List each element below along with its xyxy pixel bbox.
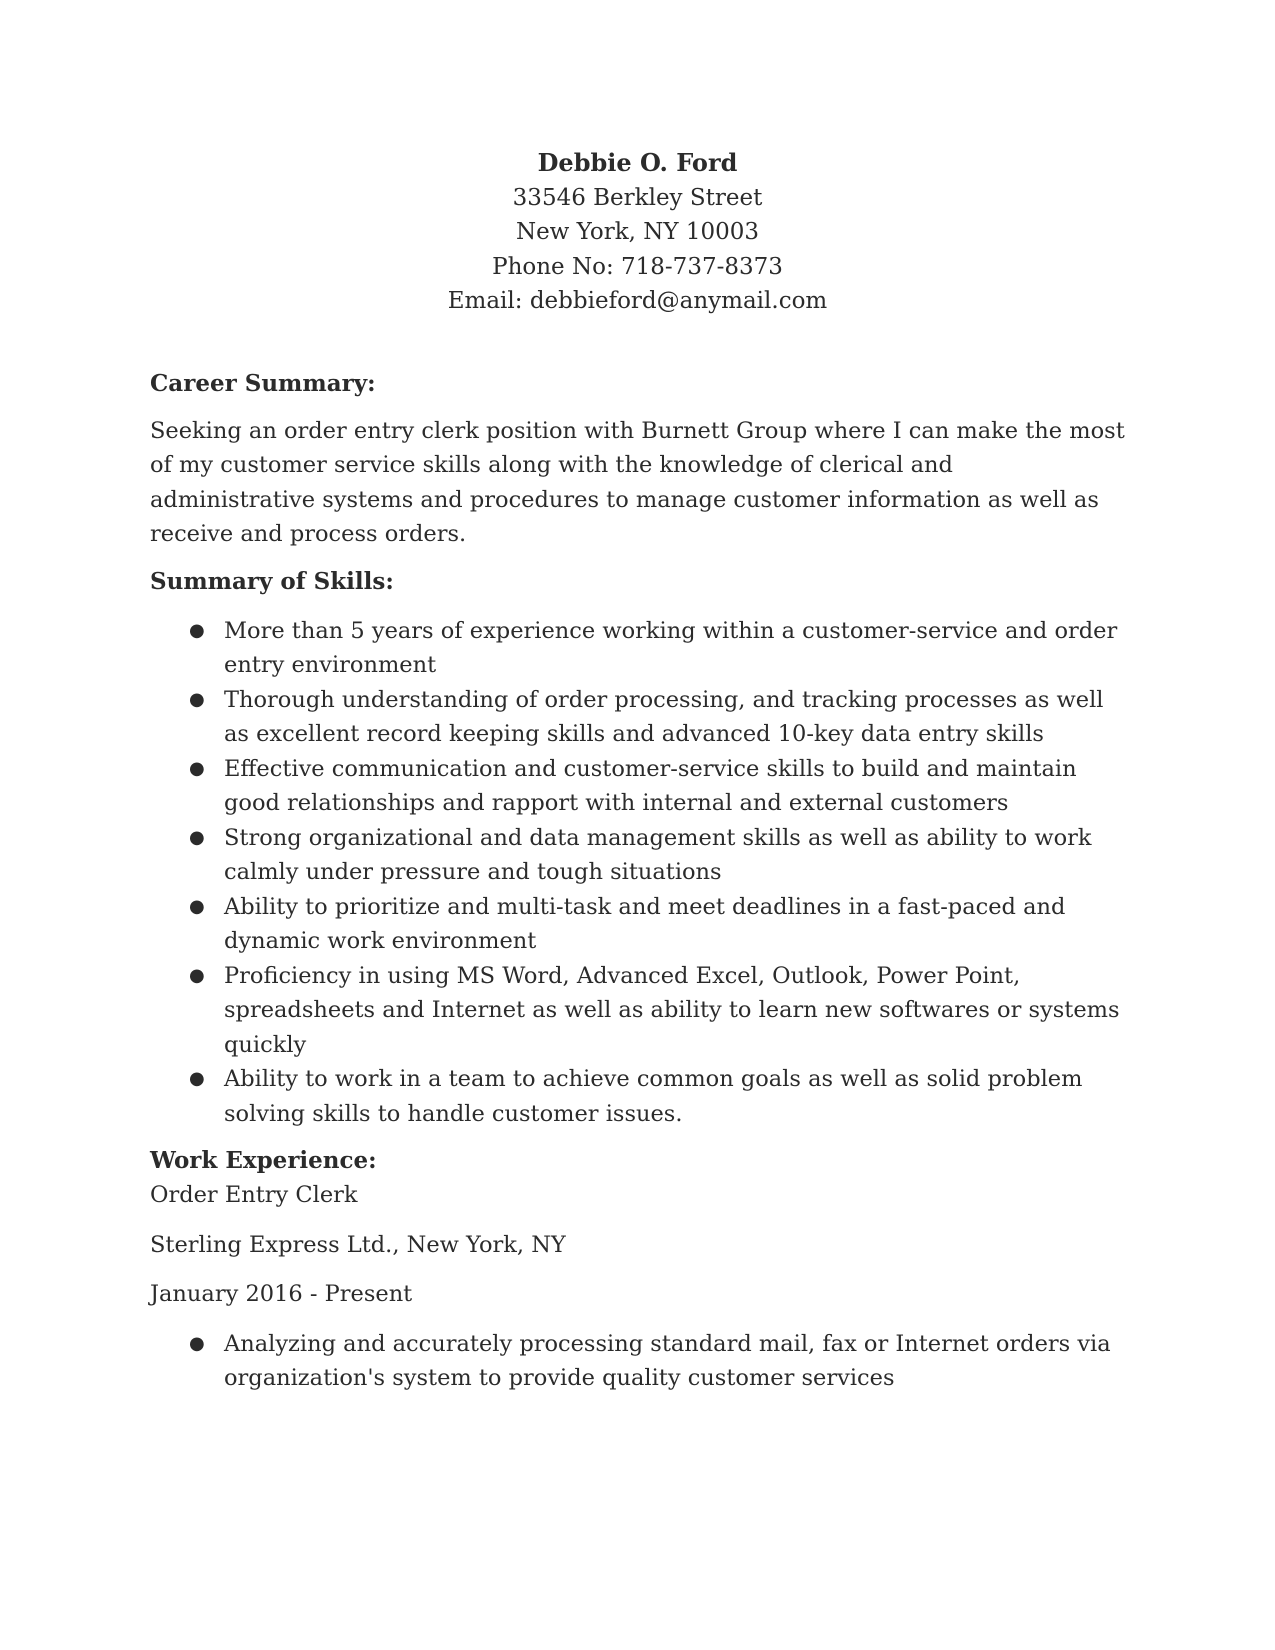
skill-text: Strong organizational and data management skills as well as ability to work calmly under pressure and tough situations	[224, 824, 1092, 885]
list-item	[150, 821, 1125, 890]
list-item	[150, 1062, 1125, 1131]
bullet-icon: ●	[189, 688, 205, 710]
bullet-icon: ●	[189, 1068, 205, 1089]
bullet-icon: ●	[189, 826, 205, 848]
list-item	[150, 683, 1125, 752]
candidate-name: Debbie O. Ford	[537, 148, 738, 177]
bullet-icon: ●	[189, 1332, 205, 1354]
skill-text: Ability to prioritize and multi-task and meet deadlines in a fast-paced and dynamic work environment	[224, 893, 1066, 954]
career-summary-heading: Career Summary:	[150, 369, 376, 397]
resume-page	[150, 146, 1125, 1396]
list-item	[150, 890, 1125, 959]
skill-text: Ability to work in a team to achieve common goals as well as solid problem solving skills to handle customer issues.	[224, 1066, 1083, 1127]
skill-text: Proficiency in using MS Word, Advanced Excel, Outlook, Power Point, spreadsheets and Internet as well as ability to learn new softwares or systems quickly	[224, 962, 1120, 1058]
list-item	[150, 614, 1125, 683]
employment-dates: January 2016 - Present	[150, 1281, 413, 1307]
bullet-icon: ●	[189, 757, 205, 779]
skill-text: Effective communication and customer-service skills to build and maintain good relationships and rapport with internal and external customers	[224, 755, 1077, 816]
address-line-1: 33546 Berkley Street	[512, 184, 763, 211]
job-title: Order Entry Clerk	[150, 1182, 358, 1208]
bullet-icon: ●	[189, 619, 205, 641]
skills-list	[150, 614, 1125, 1132]
job-duties-list	[150, 1327, 1125, 1396]
phone-number: Phone No: 718-737-8373	[492, 253, 783, 280]
bullet-icon: ●	[189, 895, 205, 917]
bullet-icon: ●	[189, 964, 205, 986]
skill-text: Thorough understanding of order processing, and tracking processes as well as excellent record keeping skills and advanced 10-key data entry skills	[224, 686, 1104, 747]
duty-text: Analyzing and accurately processing standard mail, fax or Internet orders via organization's system to provide quality customer services	[224, 1330, 1111, 1391]
address-line-2: New York, NY 10003	[515, 219, 760, 245]
list-item	[150, 959, 1125, 1063]
career-summary-text: Seeking an order entry clerk position with Burnett Group where I can make the most of my customer service skills along with the knowledge of clerical and administrative systems and procedures to manage customer information as well as receive and process orders.	[150, 417, 1125, 547]
contact-header	[150, 146, 1125, 319]
skill-text: More than 5 years of experience working within a customer-service and order entry environment	[224, 617, 1118, 678]
company-name: Sterling Express Ltd., New York, NY	[150, 1231, 566, 1258]
list-item	[150, 1327, 1125, 1396]
skills-heading: Summary of Skills:	[150, 567, 394, 595]
email-address: Email: debbieford@anymail.com	[447, 288, 828, 314]
list-item	[150, 752, 1125, 821]
work-experience-heading: Work Experience:	[150, 1147, 377, 1174]
